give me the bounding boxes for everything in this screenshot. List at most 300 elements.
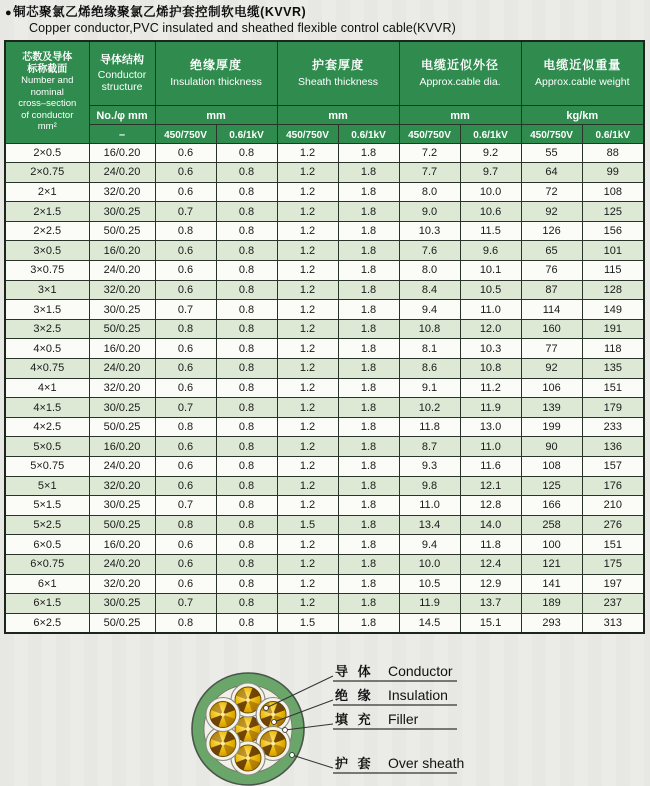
header-line: nominal xyxy=(30,86,64,98)
label-oversheath-zh: 护 套 xyxy=(335,756,374,771)
spec-value-cell: 0.8 xyxy=(216,221,277,241)
spec-value-cell: 1.2 xyxy=(277,554,338,574)
spec-value-cell: 10.8 xyxy=(399,319,460,339)
voltage-label: 450/750V xyxy=(286,129,329,141)
spec-value-cell: 0.8 xyxy=(216,143,277,163)
spec-value-cell: 1.2 xyxy=(277,300,338,320)
spec-size-cell: 6×0.75 xyxy=(5,554,89,574)
spec-value-cell: 0.8 xyxy=(216,613,277,633)
voltage-450-750 xyxy=(399,124,460,143)
spec-value-cell: 0.6 xyxy=(155,457,216,477)
header-line: Approx.cable weight xyxy=(535,76,630,89)
spec-value-cell: 0.8 xyxy=(155,613,216,633)
spec-value-cell: 8.4 xyxy=(399,280,460,300)
spec-value-cell: 0.6 xyxy=(155,437,216,457)
spec-value-cell: 1.8 xyxy=(338,280,399,300)
spec-value-cell: 118 xyxy=(582,339,644,359)
spec-value-cell: 99 xyxy=(582,163,644,183)
spec-value-cell: 0.6 xyxy=(155,359,216,379)
spec-value-cell: 12.0 xyxy=(460,319,521,339)
voltage-450-750 xyxy=(277,124,338,143)
spec-value-cell: 0.7 xyxy=(155,202,216,222)
spec-value-cell: 16/0.20 xyxy=(89,339,155,359)
spec-value-cell: 9.1 xyxy=(399,378,460,398)
spec-value-cell: 313 xyxy=(582,613,644,633)
spec-size-cell: 2×2.5 xyxy=(5,221,89,241)
spec-value-cell: 32/0.20 xyxy=(89,378,155,398)
header-line: 护套厚度 xyxy=(312,58,365,73)
spec-value-cell: 30/0.25 xyxy=(89,594,155,614)
spec-value-cell: 0.8 xyxy=(155,319,216,339)
spec-value-cell: 100 xyxy=(521,535,582,555)
spec-value-cell: 151 xyxy=(582,535,644,555)
label-oversheath-en: Over sheath xyxy=(388,755,465,771)
spec-value-cell: 0.8 xyxy=(216,359,277,379)
table-row xyxy=(5,574,644,594)
spec-value-cell: 156 xyxy=(582,221,644,241)
cable-cross-section-diagram xyxy=(0,630,650,786)
spec-value-cell: 65 xyxy=(521,241,582,261)
spec-value-cell: 1.8 xyxy=(338,163,399,183)
spec-value-cell: 32/0.20 xyxy=(89,280,155,300)
spec-value-cell: 0.6 xyxy=(155,535,216,555)
spec-value-cell: 1.8 xyxy=(338,300,399,320)
label-filler-en: Filler xyxy=(388,711,419,727)
header-line: Insulation thickness xyxy=(170,76,262,89)
spec-value-cell: 1.8 xyxy=(338,476,399,496)
table-row xyxy=(5,163,644,183)
header-cable-weight xyxy=(521,41,644,105)
pointer-line-oversheath xyxy=(292,755,333,768)
header-line: of conductor xyxy=(21,109,74,121)
spec-size-cell: 5×1 xyxy=(5,476,89,496)
spec-value-cell: 166 xyxy=(521,496,582,516)
spec-value-cell: 92 xyxy=(521,202,582,222)
spec-value-cell: 1.2 xyxy=(277,574,338,594)
spec-value-cell: 88 xyxy=(582,143,644,163)
spec-value-cell: 87 xyxy=(521,280,582,300)
spec-value-cell: 0.8 xyxy=(216,515,277,535)
spec-value-cell: 0.8 xyxy=(216,476,277,496)
spec-value-cell: 9.0 xyxy=(399,202,460,222)
table-row xyxy=(5,378,644,398)
spec-value-cell: 1.2 xyxy=(277,163,338,183)
spec-value-cell: 1.2 xyxy=(277,496,338,516)
spec-value-cell: 12.9 xyxy=(460,574,521,594)
spec-value-cell: 11.0 xyxy=(460,300,521,320)
spec-value-cell: 136 xyxy=(582,437,644,457)
unit-insulation xyxy=(155,105,277,124)
spec-value-cell: 293 xyxy=(521,613,582,633)
label-insulation-en: Insulation xyxy=(388,687,448,703)
spec-value-cell: 0.7 xyxy=(155,496,216,516)
spec-value-cell: 55 xyxy=(521,143,582,163)
spec-value-cell: 115 xyxy=(582,261,644,281)
unit-label: kg/km xyxy=(566,109,599,122)
spec-value-cell: 10.3 xyxy=(460,339,521,359)
spec-value-cell: 10.2 xyxy=(399,398,460,418)
spec-size-cell: 4×1 xyxy=(5,378,89,398)
spec-value-cell: 90 xyxy=(521,437,582,457)
spec-value-cell: 1.8 xyxy=(338,319,399,339)
spec-value-cell: 1.8 xyxy=(338,182,399,202)
spec-table xyxy=(4,40,645,634)
spec-value-cell: 15.1 xyxy=(460,613,521,633)
spec-value-cell: 0.8 xyxy=(155,515,216,535)
header-line: 电缆近似重量 xyxy=(543,58,622,73)
table-row xyxy=(5,535,644,555)
spec-value-cell: 0.8 xyxy=(216,378,277,398)
spec-value-cell: 10.5 xyxy=(399,574,460,594)
table-row xyxy=(5,300,644,320)
spec-value-cell: 10.0 xyxy=(399,554,460,574)
spec-value-cell: 1.8 xyxy=(338,417,399,437)
spec-value-cell: 10.8 xyxy=(460,359,521,379)
table-row xyxy=(5,202,644,222)
spec-value-cell: 197 xyxy=(582,574,644,594)
spec-value-cell: 1.8 xyxy=(338,202,399,222)
spec-value-cell: 135 xyxy=(582,359,644,379)
spec-size-cell: 3×1.5 xyxy=(5,300,89,320)
product-title-en: Copper conductor,PVC insulated and sheathed flexible control cable(KVVR) xyxy=(29,21,456,35)
table-row xyxy=(5,339,644,359)
spec-value-cell: 179 xyxy=(582,398,644,418)
label-conductor-en: Conductor xyxy=(388,663,453,679)
spec-value-cell: 0.8 xyxy=(216,594,277,614)
spec-size-cell: 3×2.5 xyxy=(5,319,89,339)
spec-value-cell: 9.7 xyxy=(460,163,521,183)
spec-value-cell: 0.7 xyxy=(155,594,216,614)
spec-value-cell: 0.6 xyxy=(155,182,216,202)
spec-value-cell: 1.8 xyxy=(338,378,399,398)
pointer-dot xyxy=(290,753,295,758)
header-sheath-thickness xyxy=(277,41,399,105)
spec-value-cell: 125 xyxy=(582,202,644,222)
spec-value-cell: 175 xyxy=(582,554,644,574)
unit-label: mm xyxy=(450,109,470,122)
table-row xyxy=(5,457,644,477)
spec-value-cell: 10.1 xyxy=(460,261,521,281)
voltage-06-1kv xyxy=(338,124,399,143)
bullet-icon: ● xyxy=(5,7,13,19)
spec-value-cell: 77 xyxy=(521,339,582,359)
spec-value-cell: 1.2 xyxy=(277,261,338,281)
spec-value-cell: 0.7 xyxy=(155,398,216,418)
pointer-dot xyxy=(283,728,288,733)
label-insulation-zh: 绝 缘 xyxy=(335,688,374,703)
dash-cell xyxy=(89,124,155,143)
spec-value-cell: 0.8 xyxy=(216,437,277,457)
voltage-label: 450/750V xyxy=(408,129,451,141)
spec-value-cell: 9.6 xyxy=(460,241,521,261)
spec-value-cell: 8.0 xyxy=(399,182,460,202)
voltage-label: 0.6/1kV xyxy=(595,129,631,141)
spec-value-cell: 7.2 xyxy=(399,143,460,163)
spec-value-cell: 76 xyxy=(521,261,582,281)
spec-value-cell: 1.2 xyxy=(277,202,338,222)
spec-value-cell: 50/0.25 xyxy=(89,319,155,339)
spec-value-cell: 1.8 xyxy=(338,398,399,418)
spec-value-cell: 0.8 xyxy=(216,202,277,222)
title-block xyxy=(0,0,650,38)
spec-value-cell: 13.0 xyxy=(460,417,521,437)
spec-value-cell: 24/0.20 xyxy=(89,554,155,574)
spec-value-cell: 176 xyxy=(582,476,644,496)
spec-value-cell: 92 xyxy=(521,359,582,379)
voltage-450-750 xyxy=(155,124,216,143)
spec-value-cell: 10.5 xyxy=(460,280,521,300)
spec-value-cell: 0.8 xyxy=(216,280,277,300)
voltage-label: 0.6/1kV xyxy=(351,129,386,141)
spec-value-cell: 0.6 xyxy=(155,241,216,261)
spec-value-cell: 157 xyxy=(582,457,644,477)
spec-value-cell: 11.8 xyxy=(460,535,521,555)
spec-value-cell: 0.8 xyxy=(216,319,277,339)
header-line: Number and xyxy=(21,75,74,86)
header-line: 芯数及导体 xyxy=(22,52,73,63)
dash-label: – xyxy=(118,128,126,141)
header-line: Approx.cable dia. xyxy=(419,76,501,89)
spec-value-cell: 108 xyxy=(582,182,644,202)
spec-value-cell: 0.8 xyxy=(216,535,277,555)
spec-value-cell: 0.6 xyxy=(155,280,216,300)
unit-weight xyxy=(521,105,644,124)
spec-value-cell: 9.3 xyxy=(399,457,460,477)
spec-value-cell: 64 xyxy=(521,163,582,183)
spec-value-cell: 9.2 xyxy=(460,143,521,163)
spec-value-cell: 8.6 xyxy=(399,359,460,379)
unit-label: mm xyxy=(328,109,348,122)
unit-label: mm xyxy=(206,109,226,122)
spec-value-cell: 121 xyxy=(521,554,582,574)
spec-value-cell: 16/0.20 xyxy=(89,437,155,457)
spec-size-cell: 6×1 xyxy=(5,574,89,594)
spec-value-cell: 13.7 xyxy=(460,594,521,614)
spec-value-cell: 1.2 xyxy=(277,241,338,261)
spec-value-cell: 0.8 xyxy=(155,221,216,241)
spec-value-cell: 0.6 xyxy=(155,143,216,163)
spec-size-cell: 3×0.5 xyxy=(5,241,89,261)
spec-value-cell: 139 xyxy=(521,398,582,418)
spec-size-cell: 3×1 xyxy=(5,280,89,300)
spec-value-cell: 1.8 xyxy=(338,515,399,535)
spec-value-cell: 1.8 xyxy=(338,339,399,359)
spec-value-cell: 11.9 xyxy=(460,398,521,418)
spec-value-cell: 128 xyxy=(582,280,644,300)
table-row xyxy=(5,319,644,339)
spec-value-cell: 101 xyxy=(582,241,644,261)
header-line: 标称截面 xyxy=(27,63,68,75)
table-row xyxy=(5,221,644,241)
spec-value-cell: 151 xyxy=(582,378,644,398)
spec-value-cell: 1.2 xyxy=(277,594,338,614)
header-insulation-thickness xyxy=(155,41,277,105)
spec-value-cell: 24/0.20 xyxy=(89,457,155,477)
spec-value-cell: 11.8 xyxy=(399,417,460,437)
spec-value-cell: 0.8 xyxy=(216,241,277,261)
label-filler-zh: 填 充 xyxy=(335,712,374,727)
spec-value-cell: 72 xyxy=(521,182,582,202)
unit-conductor xyxy=(89,105,155,124)
voltage-label: 0.6/1kV xyxy=(229,129,264,141)
spec-value-cell: 14.0 xyxy=(460,515,521,535)
voltage-06-1kv xyxy=(582,124,644,143)
spec-value-cell: 0.8 xyxy=(155,417,216,437)
spec-value-cell: 1.2 xyxy=(277,280,338,300)
header-line: 导体结构 xyxy=(100,54,144,67)
spec-value-cell: 1.8 xyxy=(338,496,399,516)
product-title-zh xyxy=(5,4,644,21)
spec-value-cell: 16/0.20 xyxy=(89,241,155,261)
voltage-label: 450/750V xyxy=(530,129,573,141)
spec-value-cell: 1.8 xyxy=(338,143,399,163)
spec-value-cell: 11.6 xyxy=(460,457,521,477)
pointer-dot xyxy=(264,706,269,711)
spec-value-cell: 0.8 xyxy=(216,300,277,320)
voltage-06-1kv xyxy=(216,124,277,143)
unit-label: No./φ mm xyxy=(96,109,148,122)
spec-value-cell: 11.0 xyxy=(460,437,521,457)
spec-value-cell: 9.4 xyxy=(399,535,460,555)
label-conductor-zh: 导 体 xyxy=(335,664,374,679)
conductor-core xyxy=(206,698,240,732)
spec-value-cell: 1.2 xyxy=(277,398,338,418)
spec-value-cell: 1.2 xyxy=(277,476,338,496)
spec-value-cell: 1.8 xyxy=(338,261,399,281)
spec-value-cell: 1.8 xyxy=(338,457,399,477)
spec-size-cell: 5×0.5 xyxy=(5,437,89,457)
spec-value-cell: 276 xyxy=(582,515,644,535)
table-row xyxy=(5,417,644,437)
spec-value-cell: 1.2 xyxy=(277,143,338,163)
spec-size-cell: 5×2.5 xyxy=(5,515,89,535)
spec-size-cell: 4×0.75 xyxy=(5,359,89,379)
header-conductor-structure xyxy=(89,41,155,105)
spec-value-cell: 8.1 xyxy=(399,339,460,359)
spec-value-cell: 0.8 xyxy=(216,554,277,574)
spec-value-cell: 0.6 xyxy=(155,574,216,594)
spec-size-cell: 2×0.75 xyxy=(5,163,89,183)
table-row xyxy=(5,496,644,516)
table-row xyxy=(5,280,644,300)
spec-value-cell: 10.0 xyxy=(460,182,521,202)
spec-value-cell: 0.8 xyxy=(216,398,277,418)
spec-size-cell: 3×0.75 xyxy=(5,261,89,281)
spec-size-cell: 4×1.5 xyxy=(5,398,89,418)
spec-value-cell: 1.2 xyxy=(277,359,338,379)
spec-value-cell: 0.6 xyxy=(155,554,216,574)
spec-size-cell: 5×0.75 xyxy=(5,457,89,477)
spec-value-cell: 1.2 xyxy=(277,457,338,477)
unit-diameter xyxy=(399,105,521,124)
spec-value-cell: 8.0 xyxy=(399,261,460,281)
spec-value-cell: 50/0.25 xyxy=(89,515,155,535)
spec-value-cell: 16/0.20 xyxy=(89,143,155,163)
spec-value-cell: 1.8 xyxy=(338,221,399,241)
spec-value-cell: 32/0.20 xyxy=(89,182,155,202)
spec-value-cell: 30/0.25 xyxy=(89,496,155,516)
spec-value-cell: 24/0.20 xyxy=(89,261,155,281)
spec-value-cell: 0.6 xyxy=(155,476,216,496)
table-row xyxy=(5,476,644,496)
header-line: structure xyxy=(101,81,143,94)
header-line: 电缆近似外径 xyxy=(421,58,500,73)
spec-value-cell: 108 xyxy=(521,457,582,477)
spec-value-cell: 1.8 xyxy=(338,594,399,614)
spec-value-cell: 1.8 xyxy=(338,535,399,555)
spec-value-cell: 30/0.25 xyxy=(89,398,155,418)
spec-value-cell: 0.6 xyxy=(155,378,216,398)
spec-value-cell: 114 xyxy=(521,300,582,320)
header-line: cross–section xyxy=(18,98,77,109)
spec-value-cell: 1.8 xyxy=(338,359,399,379)
spec-size-cell: 2×1.5 xyxy=(5,202,89,222)
spec-value-cell: 9.4 xyxy=(399,300,460,320)
spec-value-cell: 7.7 xyxy=(399,163,460,183)
table-row xyxy=(5,594,644,614)
spec-size-cell: 6×1.5 xyxy=(5,594,89,614)
header-cores-cross-section xyxy=(5,41,89,143)
spec-value-cell: 1.8 xyxy=(338,574,399,594)
table-row xyxy=(5,241,644,261)
spec-value-cell: 1.8 xyxy=(338,613,399,633)
spec-value-cell: 106 xyxy=(521,378,582,398)
spec-value-cell: 0.8 xyxy=(216,574,277,594)
header-line: mm² xyxy=(37,121,57,132)
table-row xyxy=(5,359,644,379)
spec-value-cell: 0.8 xyxy=(216,496,277,516)
spec-size-cell: 4×0.5 xyxy=(5,339,89,359)
spec-value-cell: 1.2 xyxy=(277,417,338,437)
spec-value-cell: 1.5 xyxy=(277,613,338,633)
spec-value-cell: 237 xyxy=(582,594,644,614)
spec-value-cell: 7.6 xyxy=(399,241,460,261)
table-row xyxy=(5,261,644,281)
spec-size-cell: 4×2.5 xyxy=(5,417,89,437)
spec-value-cell: 50/0.25 xyxy=(89,613,155,633)
spec-value-cell: 9.8 xyxy=(399,476,460,496)
spec-value-cell: 50/0.25 xyxy=(89,221,155,241)
table-row xyxy=(5,143,644,163)
spec-value-cell: 13.4 xyxy=(399,515,460,535)
table-row xyxy=(5,515,644,535)
spec-value-cell: 11.2 xyxy=(460,378,521,398)
voltage-450-750 xyxy=(521,124,582,143)
spec-value-cell: 1.8 xyxy=(338,554,399,574)
header-line: Sheath thickness xyxy=(298,76,378,89)
spec-value-cell: 0.8 xyxy=(216,261,277,281)
spec-value-cell: 160 xyxy=(521,319,582,339)
spec-value-cell: 8.7 xyxy=(399,437,460,457)
product-title-zh-text: 铜芯聚氯乙烯绝缘聚氯乙烯护套控制软电缆(KVVR) xyxy=(13,5,307,19)
spec-size-cell: 2×1 xyxy=(5,182,89,202)
spec-value-cell: 1.8 xyxy=(338,437,399,457)
spec-value-cell: 12.8 xyxy=(460,496,521,516)
spec-size-cell: 5×1.5 xyxy=(5,496,89,516)
table-row xyxy=(5,437,644,457)
spec-value-cell: 149 xyxy=(582,300,644,320)
spec-value-cell: 11.9 xyxy=(399,594,460,614)
spec-value-cell: 16/0.20 xyxy=(89,535,155,555)
table-row xyxy=(5,398,644,418)
header-line: Conductor xyxy=(97,69,147,82)
spec-value-cell: 141 xyxy=(521,574,582,594)
spec-value-cell: 14.5 xyxy=(399,613,460,633)
spec-value-cell: 191 xyxy=(582,319,644,339)
unit-sheath xyxy=(277,105,399,124)
spec-value-cell: 50/0.25 xyxy=(89,417,155,437)
header-cable-diameter xyxy=(399,41,521,105)
